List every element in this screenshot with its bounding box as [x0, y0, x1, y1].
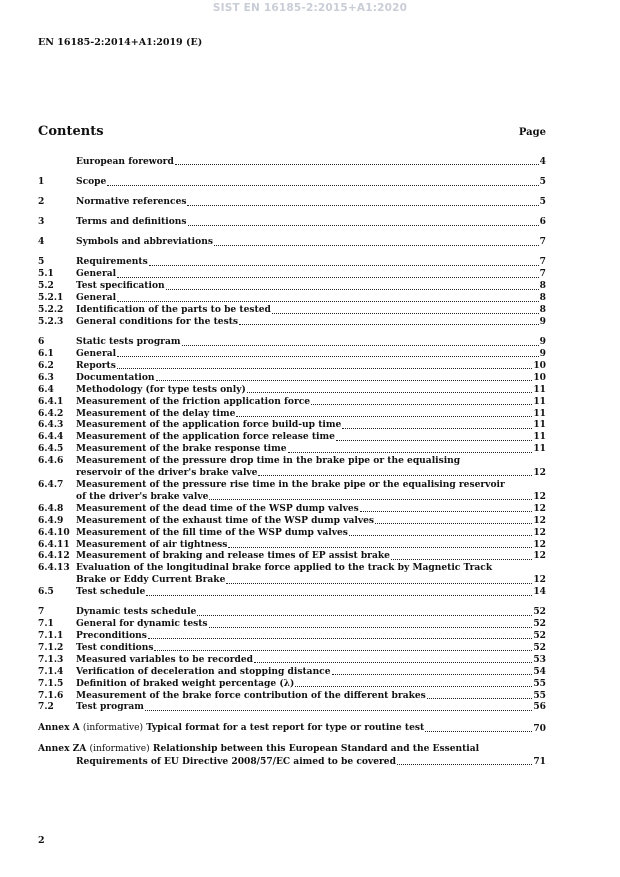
dot-leader: [375, 523, 532, 524]
dot-leader: [258, 475, 532, 476]
dot-leader: [349, 535, 532, 536]
dot-leader: [166, 289, 539, 290]
annex-label: Annex A: [38, 721, 80, 733]
toc-entry-page: 71: [533, 755, 546, 767]
toc-entry-page: 4: [539, 156, 546, 167]
toc-entry-page: 70: [533, 722, 546, 734]
toc-entry-title: Scope: [76, 176, 107, 188]
toc-entry-number: 6.5: [38, 586, 54, 598]
toc-entry-number: 5.1: [38, 268, 54, 280]
toc-entry[interactable]: [38, 216, 546, 228]
toc-entry-title: Documentation: [76, 371, 155, 383]
toc-entry-number: 6.4.11: [38, 538, 70, 550]
toc-entry-page: 10: [533, 359, 546, 371]
toc-entry[interactable]: [38, 562, 546, 586]
toc-entry-title: General: [76, 292, 117, 304]
toc-entry[interactable]: [38, 316, 546, 328]
toc-entry-page: 5: [539, 196, 546, 208]
toc-entry-page: 12: [533, 490, 546, 502]
toc-entry-number: 6.4.10: [38, 526, 70, 538]
toc-entry-page: 7: [539, 236, 546, 248]
toc-entry-number: 5.2.1: [38, 292, 64, 304]
toc-entry-title: Preconditions: [76, 630, 147, 642]
toc-entry-title: Terms and definitions: [76, 216, 187, 228]
toc-entry-page: 14: [533, 586, 546, 598]
toc-entry-page: 6: [539, 216, 546, 228]
toc-entry[interactable]: [38, 419, 546, 431]
toc-entry-title: Test program: [76, 701, 144, 713]
toc-entry-title: Measurement of the pressure rise time in the brake pipe or the equalising reservoir: [76, 478, 505, 490]
toc-entry-page: 11: [533, 395, 546, 407]
toc-entry-page: 52: [533, 606, 546, 618]
dot-leader: [175, 164, 539, 165]
toc-entry[interactable]: [38, 396, 546, 408]
toc-annex-entry[interactable]: [38, 722, 546, 735]
toc-entry-number: 6.4: [38, 383, 54, 395]
dot-leader: [295, 686, 532, 687]
toc-entry-title: Measurement of the pressure drop time in the brake pipe or the equalising: [76, 455, 461, 467]
toc-entry-page: 8: [539, 280, 546, 292]
toc-entry-number: 2: [38, 196, 45, 208]
dot-leader: [391, 559, 532, 560]
annex-title: Typical format for a test report for type or routine test: [146, 721, 425, 733]
dot-leader: [145, 710, 532, 711]
annex-title-continued: Requirements of EU Directive 2008/57/EC aimed to be covered: [76, 755, 396, 767]
toc-entry-number: 6.2: [38, 359, 54, 371]
toc-entry-title: Measurement of air tightness: [76, 538, 228, 550]
toc-entry[interactable]: [38, 292, 546, 304]
toc-entry-number: 7.1.5: [38, 677, 64, 689]
toc-entry-page: 7: [539, 268, 546, 280]
toc-entry-title: Measurement of the application force release time: [76, 431, 335, 443]
toc-entry-number: 6.4.8: [38, 502, 64, 514]
toc-entry[interactable]: [38, 654, 546, 666]
toc-entry-number: 5: [38, 256, 45, 268]
dot-leader: [188, 225, 539, 226]
toc-entry-title: General conditions for the tests: [76, 316, 239, 327]
toc-entry-page: 11: [533, 419, 546, 431]
toc-entry-title: Test specification: [76, 280, 165, 292]
toc-entry[interactable]: [38, 408, 546, 420]
toc-entry-number: 6.4.4: [38, 431, 64, 443]
toc-entry-page: 12: [533, 514, 546, 526]
toc-entry-title: Measurement of the friction application force: [76, 395, 311, 407]
annex-qualifier: (informative): [89, 743, 150, 754]
toc-entry[interactable]: [38, 701, 546, 713]
toc-entry-page: 5: [539, 176, 546, 188]
toc-entry-number: 6.4.1: [38, 395, 64, 407]
toc-entry-title: Normative references: [76, 196, 187, 208]
toc-entry-page: 52: [533, 641, 546, 653]
toc-entry-title: Measurement of the delay time: [76, 407, 236, 419]
dot-leader: [425, 731, 532, 732]
dot-leader: [236, 416, 532, 417]
toc-entry-number: 6.4.3: [38, 419, 64, 431]
toc-entry[interactable]: [38, 503, 546, 515]
toc-entry-number: 6.4.13: [38, 562, 70, 574]
toc-entry-page: 52: [533, 618, 546, 630]
toc-entry-page: 53: [533, 653, 546, 665]
dot-leader: [342, 428, 532, 429]
dot-leader: [156, 380, 533, 381]
dot-leader: [154, 650, 532, 651]
toc-entry[interactable]: [38, 515, 546, 527]
toc-entry-title: Verification of deceleration and stopping distance: [76, 665, 331, 677]
toc-entry[interactable]: [38, 606, 546, 618]
dot-leader: [214, 245, 539, 246]
toc-entry-title: Measurement of the exhaust time of the WSP dump valves: [76, 514, 375, 526]
dot-leader: [254, 662, 532, 663]
toc-entry-number: 4: [38, 236, 45, 248]
table-of-contents: [38, 156, 546, 767]
toc-entry-page: 9: [539, 316, 546, 327]
dot-leader: [149, 265, 539, 266]
toc-entry-page: 12: [533, 526, 546, 538]
toc-entry[interactable]: [38, 630, 546, 642]
toc-entry[interactable]: [38, 268, 546, 280]
contents-heading: Contents: [38, 124, 104, 139]
toc-entry-title: Measurement of braking and release times of EP assist brake: [76, 550, 390, 562]
toc-entry-page: 54: [533, 665, 546, 677]
dot-leader: [397, 764, 532, 765]
toc-entry[interactable]: [38, 527, 546, 539]
toc-entry[interactable]: [38, 666, 546, 678]
toc-entry[interactable]: [38, 360, 546, 372]
toc-entry-title: Symbols and abbreviations: [76, 236, 213, 248]
dot-leader: [117, 368, 532, 369]
dot-leader: [187, 205, 538, 206]
toc-entry-page: 8: [539, 292, 546, 304]
toc-entry[interactable]: [38, 336, 546, 348]
toc-annex-entry[interactable]: [38, 743, 546, 768]
toc-entry-title-continued: of the driver's brake valve: [76, 490, 209, 502]
toc-entry-title: Requirements: [76, 256, 148, 268]
dot-leader: [146, 595, 532, 596]
toc-entry-page: 11: [533, 407, 546, 419]
toc-entry[interactable]: [38, 678, 546, 690]
toc-entry[interactable]: [38, 479, 546, 503]
toc-entry-page: 55: [533, 677, 546, 689]
toc-entry[interactable]: [38, 618, 546, 630]
toc-entry-page: 7: [539, 256, 546, 268]
toc-entry[interactable]: [38, 304, 546, 316]
toc-entry-page: 12: [533, 502, 546, 514]
toc-entry-number: 3: [38, 216, 45, 228]
toc-entry-title: European foreword: [76, 156, 174, 167]
toc-entry-page: 8: [539, 304, 546, 316]
toc-entry-page: 12: [533, 574, 546, 586]
dot-leader: [228, 547, 532, 548]
toc-entry-title: Methodology (for type tests only): [76, 383, 246, 395]
toc-entry[interactable]: [38, 690, 546, 702]
toc-entry[interactable]: [38, 196, 546, 208]
toc-entry[interactable]: [38, 236, 546, 248]
toc-entry-number: 5.2.3: [38, 316, 64, 327]
toc-entry-number: 7.1.4: [38, 665, 64, 677]
toc-entry-number: 7.1.6: [38, 689, 64, 701]
dot-leader: [209, 627, 533, 628]
toc-entry[interactable]: [38, 443, 546, 455]
dot-leader: [239, 324, 539, 325]
dot-leader: [288, 452, 533, 453]
toc-entry-number: 6.4.6: [38, 455, 64, 467]
toc-entry-number: 6.4.9: [38, 514, 64, 526]
dot-leader: [182, 345, 539, 346]
toc-entry-page: 52: [533, 630, 546, 642]
toc-entry-title: Measurement of the application force build-up time: [76, 419, 342, 431]
toc-entry-title: General for dynamic tests: [76, 618, 208, 630]
toc-entry-page: 11: [533, 383, 546, 395]
toc-entry-title: Test conditions: [76, 641, 154, 653]
dot-leader: [226, 583, 532, 584]
toc-entry-title: Measurement of the brake force contribution of the different brakes: [76, 689, 426, 701]
toc-entry-title: Definition of braked weight percentage (λ): [76, 677, 295, 689]
toc-entry-title: General: [76, 268, 117, 280]
toc-entry-page: 9: [539, 348, 546, 359]
toc-entry-number: 7.1: [38, 618, 54, 630]
document-id: EN 16185-2:2014+A1:2019 (E): [38, 37, 203, 48]
annex-title: Relationship between this European Standard and the Essential: [152, 742, 480, 754]
toc-entry-page: 10: [533, 371, 546, 383]
annex-qualifier: (informative): [82, 722, 144, 733]
dot-leader: [107, 185, 538, 186]
toc-entry[interactable]: [38, 384, 546, 396]
dot-leader: [209, 499, 532, 500]
toc-entry-number: 6.4.5: [38, 443, 64, 455]
toc-entry-title: Static tests program: [76, 336, 181, 348]
toc-entry-title: Evaluation of the longitudinal brake force applied to the track by Magnetic Track: [76, 562, 493, 574]
toc-entry[interactable]: [38, 176, 546, 188]
toc-entry-page: 12: [533, 538, 546, 550]
toc-entry-number: 5.2.2: [38, 304, 64, 316]
dot-leader: [336, 440, 532, 441]
toc-entry[interactable]: [38, 431, 546, 443]
toc-entry-number: 6.4.7: [38, 478, 64, 490]
toc-entry-number: 1: [38, 176, 45, 188]
dot-leader: [272, 313, 539, 314]
toc-entry[interactable]: [38, 348, 546, 360]
toc-entry-number: 6.4.12: [38, 550, 70, 562]
toc-entry[interactable]: [38, 642, 546, 654]
toc-entry-number: 7.2: [38, 701, 54, 713]
toc-entry-title: Reports: [76, 359, 116, 371]
toc-entry-title: Measurement of the brake response time: [76, 443, 287, 455]
toc-entry-page: 55: [533, 689, 546, 701]
dot-leader: [427, 698, 533, 699]
toc-entry[interactable]: [38, 586, 546, 598]
toc-entry-number: 7.1.3: [38, 653, 64, 665]
toc-entry-title-continued: reservoir of the driver's brake valve: [76, 467, 258, 479]
toc-entry-number: 6.3: [38, 371, 54, 383]
toc-entry[interactable]: [38, 156, 546, 168]
toc-entry-page: 9: [539, 336, 546, 348]
toc-entry-number: 7.1.1: [38, 630, 64, 642]
toc-entry-number: 6: [38, 336, 45, 348]
toc-entry[interactable]: [38, 539, 546, 551]
toc-entry-number: 6.1: [38, 348, 54, 359]
toc-entry-title: Measurement of the dead time of the WSP dump valves: [76, 502, 359, 514]
toc-entry-page: 12: [533, 467, 546, 479]
annex-label: Annex ZA: [38, 742, 87, 754]
dot-leader: [148, 638, 532, 639]
toc-entry-number: 7: [38, 606, 45, 618]
toc-entry[interactable]: [38, 372, 546, 384]
toc-entry-title: Measurement of the fill time of the WSP dump valves: [76, 526, 348, 538]
dot-leader: [360, 511, 533, 512]
dot-leader: [117, 356, 539, 357]
dot-leader: [197, 615, 532, 616]
toc-entry[interactable]: [38, 256, 546, 268]
toc-entry-page: 11: [533, 431, 546, 443]
toc-entry-number: 5.2: [38, 280, 54, 292]
watermark: SIST EN 16185-2:2015+A1:2020: [212, 2, 408, 14]
page-number: 2: [38, 835, 45, 846]
toc-entry-title: Test schedule: [76, 586, 146, 598]
toc-entry-title: General: [76, 348, 117, 359]
toc-entry[interactable]: [38, 280, 546, 292]
toc-entry-page: 11: [533, 443, 546, 455]
dot-leader: [117, 301, 539, 302]
toc-entry[interactable]: [38, 455, 546, 479]
toc-entry-number: 7.1.2: [38, 641, 64, 653]
toc-entry-title: Measured variables to be recorded: [76, 653, 253, 665]
toc-entry-page: 56: [533, 701, 546, 713]
dot-leader: [247, 392, 533, 393]
toc-entry-number: 6.4.2: [38, 407, 64, 419]
toc-entry-title-continued: Brake or Eddy Current Brake: [76, 574, 226, 586]
toc-entry-page: 12: [533, 550, 546, 562]
page-column-label: Page: [518, 127, 546, 138]
toc-entry-title: Dynamic tests schedule: [76, 606, 197, 618]
toc-entry-title: Identification of the parts to be tested: [76, 304, 271, 316]
dot-leader: [117, 277, 539, 278]
dot-leader: [332, 674, 533, 675]
toc-entry[interactable]: [38, 550, 546, 562]
dot-leader: [311, 404, 532, 405]
